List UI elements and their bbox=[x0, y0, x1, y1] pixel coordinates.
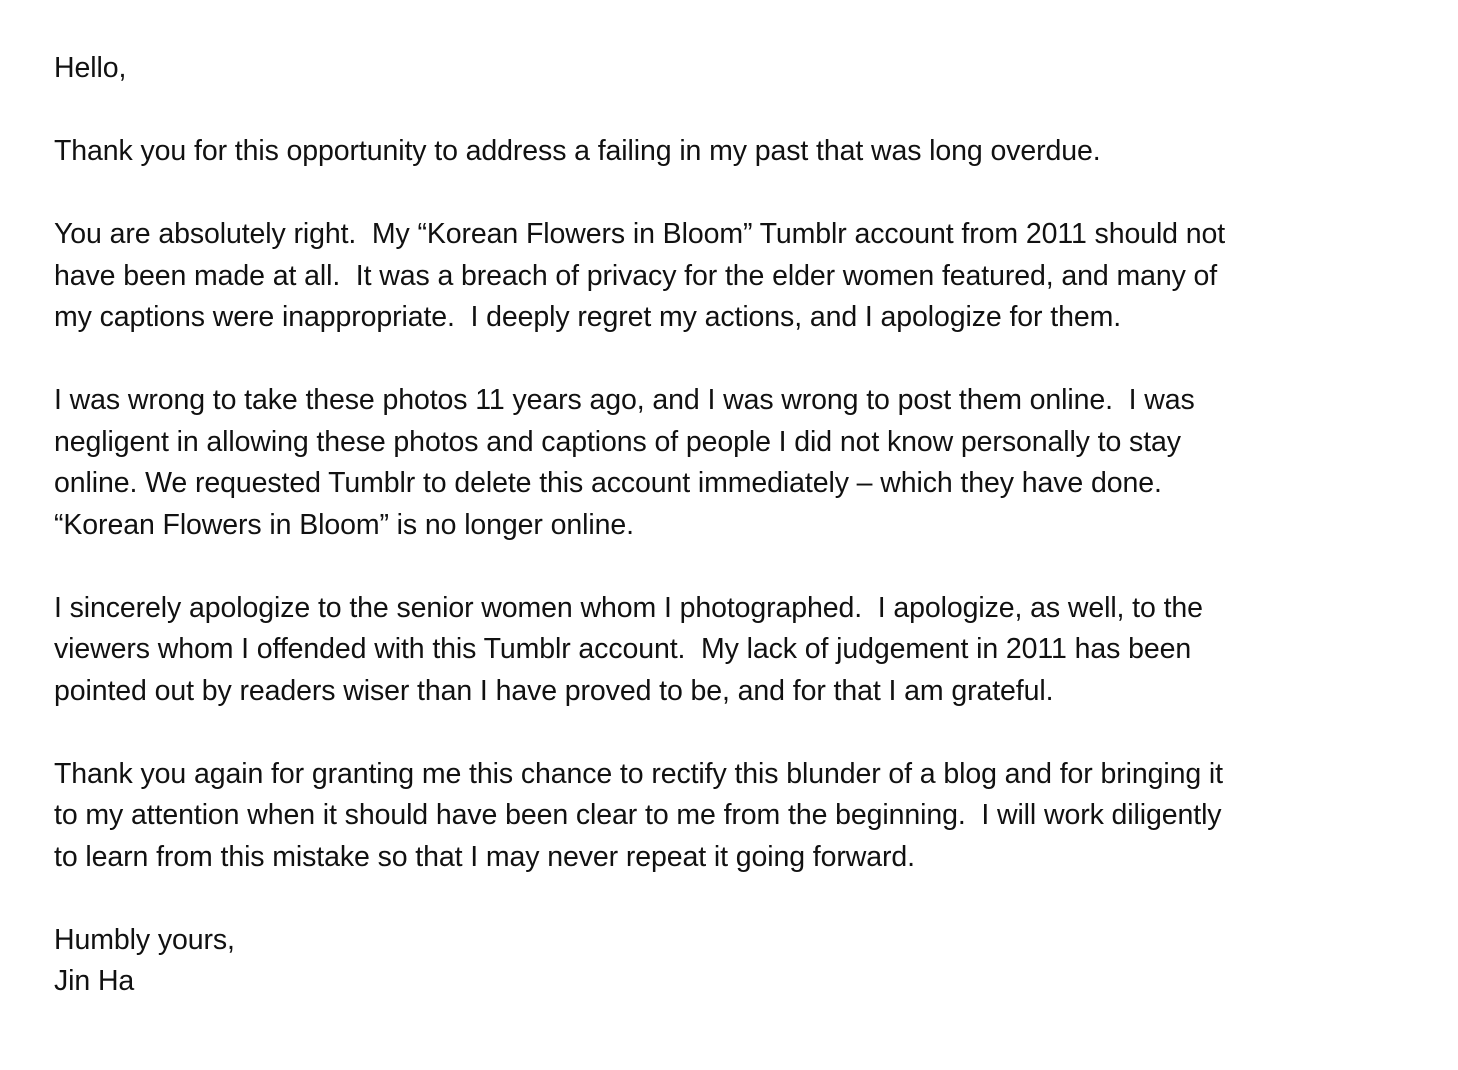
paragraph-gap bbox=[54, 90, 1434, 132]
paragraph-gap bbox=[54, 712, 1434, 754]
text-line: Thank you again for granting me this chance to rectify this blunder of a blog and for bringing it bbox=[54, 757, 1223, 790]
text-line: my captions were inappropriate. I deeply regret my actions, and I apologize for them. bbox=[54, 301, 1122, 333]
paragraph-closing-thanks bbox=[54, 754, 1434, 879]
text-line: Thank you for this opportunity to address a failing in my past that was long overdue. bbox=[54, 135, 1101, 167]
text-line: to learn from this mistake so that I may never repeat it going forward. bbox=[54, 840, 915, 873]
paragraph-thanks bbox=[54, 131, 1434, 173]
text-line: negligent in allowing these photos and captions of people I did not know personally to stay bbox=[54, 425, 1181, 458]
paragraph-gap bbox=[54, 339, 1434, 381]
text-line: I was wrong to take these photos 11 years ago, and I was wrong to post them online. I was bbox=[54, 384, 1195, 416]
paragraph-gap bbox=[54, 173, 1434, 215]
text-line: I sincerely apologize to the senior women whom I photographed. I apologize, as well, to the bbox=[54, 591, 1203, 624]
letter-body bbox=[54, 48, 1434, 1003]
paragraph-gap bbox=[54, 546, 1434, 588]
paragraph-admission bbox=[54, 380, 1434, 546]
text-line: have been made at all. It was a breach of privacy for the elder women featured, and many of bbox=[54, 259, 1218, 292]
closing: Humbly yours, bbox=[54, 923, 235, 956]
text-line: You are absolutely right. My “Korean Flowers in Bloom” Tumblr account from 2011 should not bbox=[54, 218, 1226, 250]
greeting: Hello, bbox=[54, 52, 127, 84]
paragraph-acknowledgement bbox=[54, 214, 1434, 339]
text-line: online. We requested Tumblr to delete this account immediately – which they have done. bbox=[54, 467, 1162, 499]
text-line: pointed out by readers wiser than I have proved to be, and for that I am grateful. bbox=[54, 674, 1054, 707]
text-line: to my attention when it should have been clear to me from the beginning. I will work diligently bbox=[54, 799, 1222, 831]
paragraph-gap bbox=[54, 878, 1434, 920]
signature: Jin Ha bbox=[54, 965, 135, 997]
text-line: “Korean Flowers in Bloom” is no longer online. bbox=[54, 508, 634, 541]
paragraph-apology bbox=[54, 588, 1434, 713]
text-line: viewers whom I offended with this Tumblr account. My lack of judgement in 2011 has been bbox=[54, 633, 1192, 665]
